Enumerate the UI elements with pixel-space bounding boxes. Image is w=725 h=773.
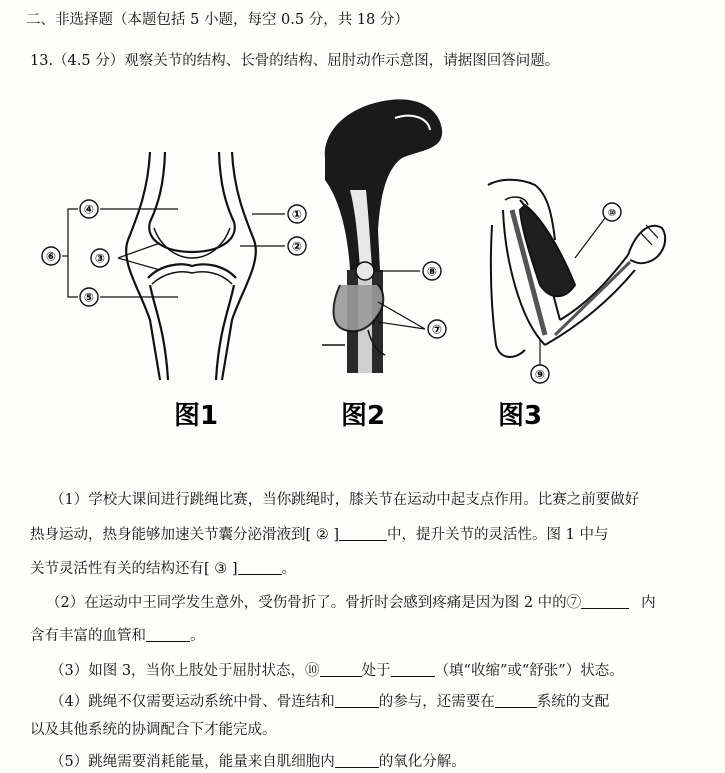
marker-2: ② (291, 239, 303, 254)
q3-mid: 处于 (361, 663, 391, 679)
figure-3-label: 图3 (497, 401, 543, 431)
marker-8: ⑧ (426, 264, 438, 279)
marker-6: ⑥ (45, 249, 57, 264)
q4-blank-1[interactable] (335, 693, 379, 709)
q1-line-b (30, 523, 609, 544)
marker-9: ⑨ (534, 367, 546, 382)
q3-line (50, 659, 624, 680)
q4-line-a (50, 690, 609, 711)
q1-b-text: 热身运动，热身能够加速关节囊分泌滑液到[ (30, 527, 316, 543)
q1-c-bracket: ] (227, 561, 238, 577)
q2-line-a (46, 591, 656, 612)
q4-a-text: （4）跳绳不仅需要运动系统中骨、骨连结和 (50, 694, 335, 710)
q3-end: （填“收缩”或“舒张”）状态。 (434, 663, 624, 679)
q4-a-end: 系统的支配 (536, 694, 610, 710)
figure-1-label: 图1 (173, 401, 219, 431)
q3-text: （3）如图 3，当你上肢处于屈肘状态，⑩ (50, 663, 320, 679)
question-intro: 13.（4.5 分）观察关节的结构、长骨的结构、屈肘动作示意图，请据图回答问题。 (30, 53, 560, 69)
q1-b-bracket: ] (328, 527, 340, 543)
marker-10: ⑩ (607, 208, 617, 219)
q4-a-mid: 的参与，还需要在 (378, 694, 495, 710)
q3-blank-1[interactable] (320, 662, 362, 678)
q2-b-text: 含有丰富的血管和 (30, 628, 146, 644)
q4-line-b: 以及其他系统的协调配合下才能完成。 (30, 722, 277, 738)
q2-blank-1[interactable] (581, 594, 629, 610)
q1-blank-2[interactable] (238, 560, 282, 576)
q1-blank-1[interactable] (339, 526, 387, 542)
q1-c-end: 。 (281, 561, 297, 577)
section-heading: 二、非选择题（本题包括 5 小题，每空 0.5 分，共 18 分） (26, 12, 409, 28)
marker-7: ⑦ (431, 322, 443, 337)
q1-line-c (30, 557, 296, 578)
marker-3: ③ (94, 251, 106, 266)
q5-text: （5）跳绳需要消耗能量，能量来自肌细胞内 (50, 754, 335, 770)
q2-b-end: 。 (190, 628, 205, 644)
q1-b-end: 中，提升关节的灵活性。图 1 中与 (387, 527, 609, 543)
q1-c-mark: ③ (214, 561, 228, 577)
q4-blank-2[interactable] (495, 693, 537, 709)
q3-blank-2[interactable] (391, 662, 435, 678)
figure-3-arm (488, 180, 665, 365)
figure-2-label: 图2 (340, 401, 386, 431)
q2-a-end: 内 (641, 595, 656, 611)
q1-b-mark: ② (315, 527, 329, 543)
q2-blank-2[interactable] (146, 627, 190, 643)
q2-line-b (30, 624, 205, 645)
marker-4: ④ (83, 202, 95, 217)
q1-line-a: （1）学校大课间进行跳绳比赛，当你跳绳时，膝关节在运动中起支点作用。比赛之前要做好 (50, 492, 640, 508)
figure-2-long-bone (322, 99, 442, 373)
marker-1: ① (291, 207, 303, 222)
marker-5: ⑤ (83, 290, 95, 305)
q1-c-text: 关节灵活性有关的结构还有[ (30, 561, 215, 577)
q5-blank[interactable] (335, 753, 379, 769)
q5-line (50, 750, 466, 771)
q5-end: 的氧化分解。 (378, 754, 466, 770)
q2-a-text: （2）在运动中王同学发生意外，受伤骨折了。骨折时会感到疼痛是因为图 2 中的⑦ (46, 595, 582, 611)
